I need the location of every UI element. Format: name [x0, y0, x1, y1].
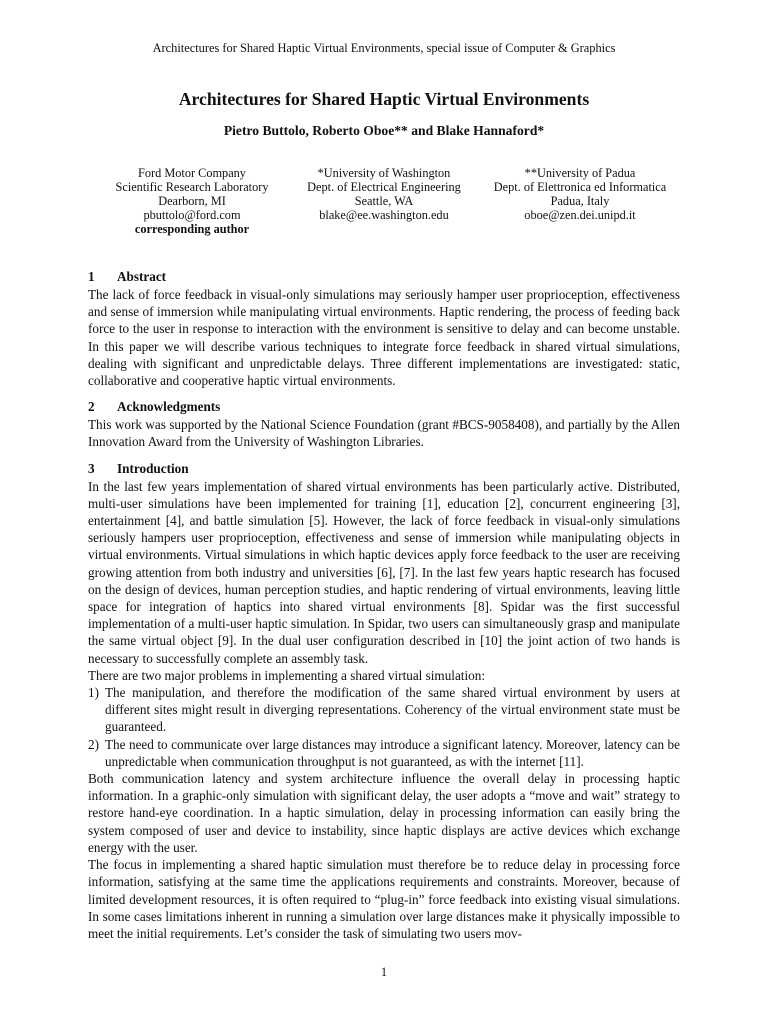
section-heading: [88, 268, 680, 286]
introduction-paragraph: In the last few years implementation of shared virtual environments has been particularly active. Distributed, multi-user simulations have been implemented for training [1], education [2], concurrent engineering [3], entertainment [4], and battle simulation [5]. However, the lack of force feedback in visual-only simulations seriously hampers user proprioception, effectiveness and sense of immersion while manipulating objects in virtual environments. Virtual simulations in which haptic devices apply force feedback to the user are receiving growing attention from both industry and universities [6], [7]. In the last few years haptic research has focused on the design of devices, human perception studies, and haptic rendering of virtual environments, leaving little space for integration of haptics into shared virtual environments [8]. Spidar was the first successful implementation of a multi-user haptic simulation. In Spidar, two users can simultaneously grasp and manipulate the same virtual object [9]. In the dual user configuration described in [10] the joint action of two hands is necessary to successfully complete an assembly task.: [88, 478, 680, 666]
section-abstract: [88, 268, 680, 389]
list-item: [88, 736, 680, 770]
affiliation-email: blake@ee.washington.edu: [319, 208, 449, 222]
section-number: 3: [88, 460, 95, 476]
section-title: Acknowledgments: [117, 399, 221, 415]
problem-list: [88, 684, 680, 770]
affiliation-washington: [284, 166, 484, 222]
running-header: Architectures for Shared Haptic Virtual Environments, special issue of Computer & Graphics: [152, 41, 616, 55]
list-marker: 1): [88, 685, 99, 701]
page-number: 1: [380, 965, 388, 979]
section-acknowledgments: [88, 398, 680, 450]
abstract-paragraph: The lack of force feedback in visual-only simulations may seriously hamper user proprioception, effectiveness and sense of immersion while manipulating virtual environments. Haptic rendering, the process of feeding back force to the user in response to interaction with the environment is sensitive to delay and can become unstable. In this paper we will describe various techniques to integrate force feedback in shared virtual simulations, dealing with significant and unpredictable delays. Three different implementations are investigated: static, collaborative and cooperative haptic virtual environments.: [88, 287, 680, 389]
body-text: [88, 268, 680, 942]
affiliation-line: Dept. of Electrical Engineering: [307, 180, 461, 194]
affiliation-ford: [92, 166, 292, 236]
affiliation-email: pbuttolo@ford.com: [143, 208, 241, 222]
introduction-paragraph: There are two major problems in implementing a shared virtual simulation:: [88, 667, 485, 683]
affiliation-line: Padua, Italy: [550, 194, 610, 208]
section-title: Abstract: [117, 269, 167, 284]
section-heading: [88, 398, 680, 416]
section-heading: [88, 460, 680, 478]
author-list: Pietro Buttolo, Roberto Oboe** and Blake Hannaford*: [223, 123, 545, 138]
affiliation-line: Ford Motor Company: [138, 166, 246, 180]
paper-title: Architectures for Shared Haptic Virtual Environments: [178, 89, 590, 109]
section-introduction: [88, 460, 680, 942]
affiliation-line: **University of Padua: [524, 166, 636, 180]
section-number: 1: [88, 269, 95, 284]
affiliation-line: Seattle, WA: [354, 194, 414, 208]
affiliation-line: Scientific Research Laboratory: [115, 180, 269, 194]
affiliation-line: Dept. of Elettronica ed Informatica: [493, 180, 667, 194]
corresponding-author-note: corresponding author: [134, 222, 250, 236]
introduction-paragraph: The focus in implementing a shared haptic simulation must therefore be to reduce delay in processing force information, satisfying at the same time the applications requirements and constraints. Moreover, because of limited development resources, it is often required to “plug-in” force feedback into existing visual simulations. In some cases limitations inherent in running a simulation over large distances make it physically impossible to meet the initial requirements. Let’s consider the task of simulating two users mov-: [88, 857, 680, 941]
affiliation-line: Dearborn, MI: [158, 194, 226, 208]
list-item-text: The need to communicate over large distances may introduce a significant latency. Moreover, latency can be unpredictable when communication throughput is not guaranteed, as with the internet [11].: [105, 736, 680, 769]
list-marker: 2): [88, 736, 99, 752]
affiliation-line: *University of Washington: [317, 166, 451, 180]
acknowledgments-paragraph: This work was supported by the National Science Foundation (grant #BCS-9058408), and partially by the Allen Innovation Award from the University of Washington Libraries.: [88, 417, 680, 450]
section-title: Introduction: [117, 460, 189, 476]
list-item: [88, 684, 680, 736]
introduction-paragraph: Both communication latency and system architecture influence the overall delay in processing haptic information. In a graphic-only simulation with significant delay, the user adopts a “move and wait” strategy to restore hand-eye coordination. In a haptic simulation, delay in processing information can easily bring the system composed of user and device to instability, since haptic displays are active devices which exchange energy with the user.: [88, 771, 680, 855]
affiliation-email: oboe@zen.dei.unipd.it: [524, 208, 636, 222]
list-item-text: The manipulation, and therefore the modification of the same shared virtual environment by users at different sites might result in diverging representations. Coherency of the virtual environment state must be guaranteed.: [105, 685, 680, 735]
affiliation-padua: [480, 166, 680, 222]
section-number: 2: [88, 399, 95, 415]
